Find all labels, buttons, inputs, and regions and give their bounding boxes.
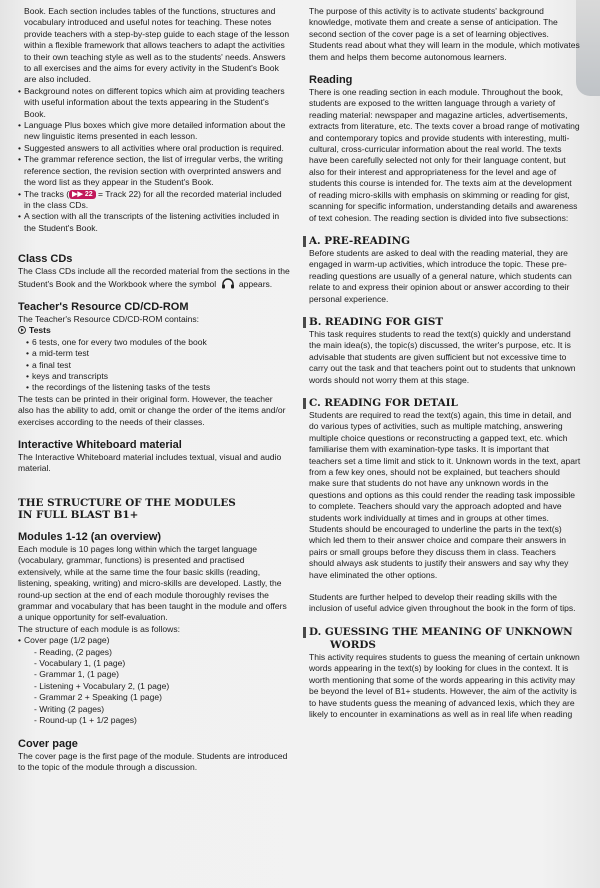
reading-for-detail-text: Students are required to read the text(s) again, this time in detail, and do various types of activities, such as multiple matching, answering multiple choice questions or reconstructing a gapped text, etc. which familiarise them with examination-type tasks. It is important that teachers set a time limit and stick to it. Unknown words in the text, apart from a few key ones, should not be explained, but teachers should make sure that students do not have any unknown words in the questions and options as this could render the reading task impossible to complete. Teachers should vary the approach adopted and have students work individually at times and in groups at other times. Students should be encouraged to underline the parts in the text(s) which led them to their answer choice and compare their answers in pairs or small groups before they discuss them in class. Teachers should always ask students to justify their answers and say why they have eliminated the other options. (309, 409, 581, 580)
track-badge: ▶▶ 22 (69, 190, 96, 199)
pre-reading-heading: A. PRE-READING (309, 235, 581, 248)
reading-heading: Reading (309, 74, 353, 87)
iwb-heading: Interactive Whiteboard material (18, 439, 182, 451)
play-circle-icon (18, 326, 26, 334)
list-item: - Grammar 1, (1 page) (34, 669, 120, 680)
list-item: - Reading, (2 pages) (34, 646, 112, 657)
iwb-text: The Interactive Whiteboard material includes textual, visual and audio material. (18, 452, 282, 474)
guessing-heading-line2: WORDS (330, 638, 376, 651)
left-column (18, 6, 290, 773)
tracks-text-after: = Track 22) for all the recorded material included in the class CDs. (24, 188, 282, 210)
pre-reading-text: Before students are asked to deal with the reading material, they are engaged in warm-up activities, which introduce the topic. These pre-reading questions are usually of a general nature, which students can relate to and express their opinion about or answer according to their personal experience. (309, 247, 572, 304)
list-item: - Round-up (1 + 1/2 pages) (34, 715, 137, 726)
list-item: • Suggested answers to all activities where oral production is required. (18, 143, 290, 154)
guessing-text: This activity requires students to guess the meaning of certain unknown words appearing in the text(s) by looking for clues in the context. It is worth mentioning that some of the words appearing in this activity may be beyond the level of B1+ students. However, the aim of the activity is to have students guess the meaning of advanced lexis, which they are likely to encounter in examinations as well as in real life when reading (309, 651, 580, 719)
reading-text: There is one reading section in each module. Throughout the book, students are exposed to the written language through a variety of reading material: newspaper and magazine articles, advertisements, extracts from literature, etc. The texts cover a broad range of motivating and contemporary topics and provide students with interesting, multi-cultural, cross-curricular information about the real world. The texts have been carefully selected not only for their language content, but also for their interest and appropriateness for the level and age of students this course is intended for. The texts aim at the development of reading micro-skills with emphasis on skimming or reading for gist, scanning for specific information, understanding details and awareness of text cohesion. The reading section is divided into five subsections: (309, 87, 580, 223)
list-item: • a mid-term test (26, 348, 290, 359)
cover-page-text: The cover page is the first page of the module. Students are introduced to the topic of the module through a discussion. (18, 750, 288, 772)
list-item: • 6 tests, one for every two modules of the book (26, 337, 290, 348)
tests-description: The tests can be printed in their original form. However, the teacher also has the ability to add, omit or change the order of the items and/or exercises according to the needs of their classes. (18, 393, 286, 427)
headphones-icon (221, 278, 235, 289)
list-item: • Cover page (1/2 page) (18, 635, 290, 646)
tests-label-row: Tests (18, 325, 290, 336)
right-column (309, 6, 581, 720)
list-item: - Writing (2 pages) (34, 703, 105, 714)
guessing-heading-line1: D. GUESSING THE MEANING OF UNKNOWN (309, 626, 581, 639)
structure-heading-line2: IN FULL BLAST B1+ (18, 509, 139, 522)
modules-paragraph: Each module is 10 pages long within which the target language (vocabulary, grammar, functions) is presented and practised extensively, while at the same time the four basic skills (reading, listening, speaking, writing) and micro-skills are developed. Lastly, the round-up section at the end of each module thoroughly revises the grammar and vocabulary that has been taught in the module and offers a unique opportunity for self-evaluation. (18, 544, 287, 623)
tracks-text-before: The tracks (24, 188, 64, 199)
teachers-resource-intro: The Teacher's Resource CD/CD-ROM contains: (18, 313, 200, 324)
reading-for-detail-heading: C. READING FOR DETAIL (309, 397, 581, 410)
module-structure-list (18, 635, 290, 726)
list-item: • Language Plus boxes which give more detailed information about the new linguistic items presented in each lesson. (18, 120, 290, 143)
tests-list (18, 337, 290, 394)
cover-page-heading: Cover page (18, 737, 78, 750)
teachers-resource-heading: Teacher's Resource CD/CD-ROM (18, 300, 189, 313)
modules-heading: Modules 1-12 (an overview) (18, 531, 162, 543)
reading-tips-text: Students are further helped to develop their reading skills with the inclusion of useful advice given throughout the book in the form of tips. (309, 592, 576, 614)
reading-for-gist-heading: B. READING FOR GIST (309, 316, 581, 329)
modules-structure-intro: The structure of each module is as follows: (18, 623, 180, 634)
class-cds-heading: Class CDs (18, 253, 73, 266)
cover-purpose-paragraph: The purpose of this activity is to activate students' background knowledge, motivate them and create a sense of anticipation. The second section of the cover page is a set of learning objectives. Students read about what they will learn in the module, which motivates them and helps them become autonomous learners. (309, 6, 580, 62)
list-item: • Background notes on different topics which aim at providing teachers with useful information about the texts appearing in the Student's Book. (18, 86, 290, 120)
list-item: - Grammar 2 + Speaking (1 page) (34, 692, 163, 703)
intro-paragraph: Book. Each section includes tables of the functions, structures and vocabulary introduced and useful notes for teaching. These notes provide teachers with a step-by-step guide to each stage of the lesson within a flexible framework that allows teachers to adapt the activities to their own teaching style as well as to the students' needs. Answers to all exercises and the aims for every activity in the Student's Book are also included. (24, 6, 290, 85)
features-list (18, 86, 290, 234)
class-cds-text: The Class CDs include all the recorded material from the sections in the Student's Book and the Workbook where the symbol appears. (18, 266, 290, 289)
list-item: • the recordings of the listening tasks of the tests (26, 382, 290, 393)
list-item: • a final test (26, 360, 290, 371)
reading-for-gist-text: This task requires students to read the text(s) quickly and understand the main idea(s), the topic(s) discussed, the writer's purpose, etc. It is advisable that students are given sufficient but not excessive time to carry out the task and that teachers point out to students that unknown words should not worry them at this stage. (309, 328, 576, 385)
list-item: • The tracks ( ▶▶ 22 = Track 22) for all the recorded material included in the class CDs. (18, 189, 290, 212)
list-item: • A section with all the transcripts of the listening activities included in the Student's Book. (18, 211, 290, 234)
list-item: • The grammar reference section, the list of irregular verbs, the writing reference section, the revision section with overprinted answers and the word list as they appear in the Student's Book. (18, 154, 290, 188)
structure-heading-line1: THE STRUCTURE OF THE MODULES (18, 496, 236, 509)
list-item: - Vocabulary 1, (1 page) (34, 658, 126, 669)
list-item: • keys and transcripts (26, 371, 290, 382)
list-item: - Listening + Vocabulary 2, (1 page) (34, 680, 170, 691)
